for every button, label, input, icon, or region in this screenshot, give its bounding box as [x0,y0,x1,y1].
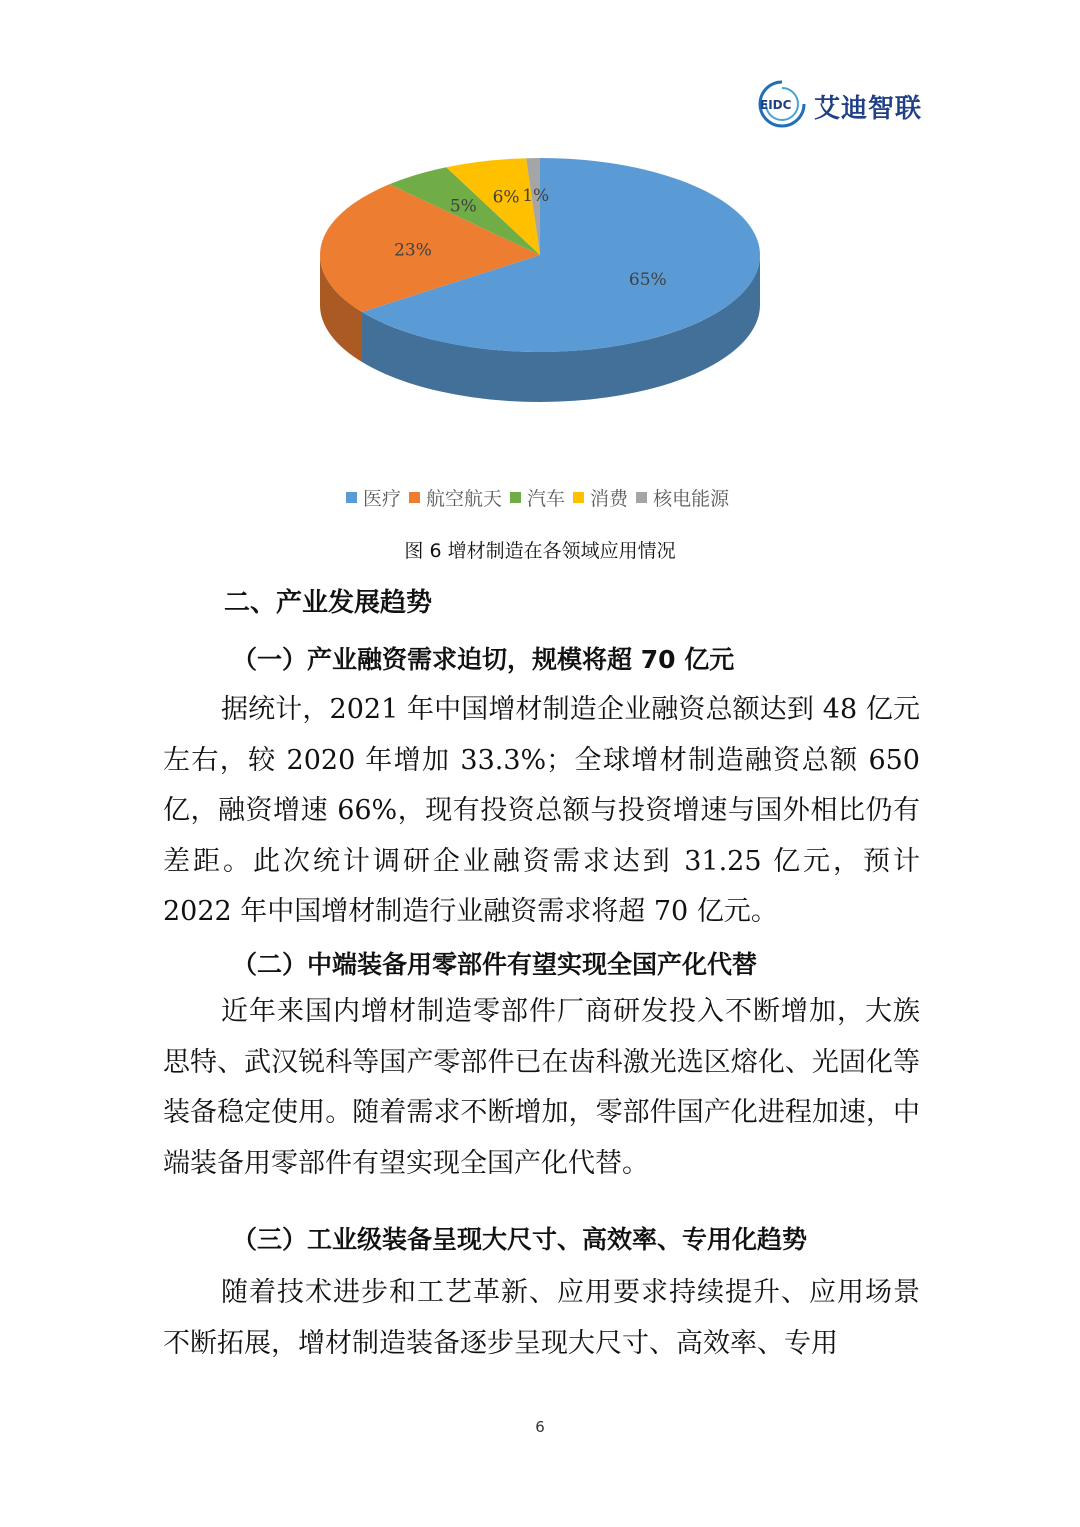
figure-caption: 图 6 增材制造在各领域应用情况 [404,540,676,562]
eidc-logo-icon [752,76,812,132]
legend-label: 汽车 [527,487,566,510]
pie-label-汽车: 5% [449,196,477,217]
legend-item-航空航天 [409,484,502,511]
legend-item-消费 [573,484,628,511]
subsection-body-3: 随着技术进步和工艺革新、应用要求持续提升、应用场景不断拓展，增材制造装备逐步呈现大尺寸、高效率、专用 [163,1277,920,1359]
legend-label: 消费 [590,487,629,510]
pie-chart [300,150,780,470]
pie-chart-svg [300,150,780,470]
legend-swatch [636,492,647,503]
legend-swatch [510,492,521,503]
page-number: 6 [535,1418,545,1436]
pie-label-消费: 6% [492,187,520,208]
legend-item-汽车 [510,484,565,511]
logo-name: 艾迪智联 [814,94,923,124]
chart-legend [346,484,737,510]
legend-label: 医疗 [363,487,402,510]
legend-label: 核电能源 [653,487,730,510]
pie-label-航空航天: 23% [394,240,432,261]
subsection-body-1: 据统计，2021 年中国增材制造企业融资总额达到 48 亿元左右，较 2020 年增加 33.3%；全球增材制造融资总额 650 亿，融资增速 66%，现有投资总额与投资增速与国外相比仍有差距。此次统计调研企业融资需求达到 31.25 亿元，预计 2022 年中国增材制造行业融资需求将超 70 亿元。 [163,694,920,927]
pie-label-医疗: 65% [628,270,667,291]
section-heading: 二、产业发展趋势 [224,588,433,618]
subsection-heading-2: （二）中端装备用零部件有望实现全国产化代替 [232,950,758,979]
legend-item-医疗 [346,484,401,511]
subsection-body-2: 近年来国内增材制造零部件厂商研发投入不断增加，大族思特、武汉锐科等国产零部件已在齿科激光选区熔化、光固化等装备稳定使用。随着需求不断增加，零部件国产化进程加速，中端装备用零部件有望实现全国产化代替。 [163,996,920,1179]
subsection-heading-1: （一）产业融资需求迫切，规模将超 70 亿元 [232,645,735,674]
pie-label-核电能源: 1% [522,185,550,206]
legend-swatch [346,492,357,503]
legend-swatch [409,492,420,503]
logo-mark: EIDC [760,98,792,112]
legend-swatch [573,492,584,503]
legend-item-核电能源 [636,484,729,511]
legend-label: 航空航天 [426,487,503,510]
company-logo [752,76,922,132]
subsection-heading-3: （三）工业级装备呈现大尺寸、高效率、专用化趋势 [232,1225,808,1254]
